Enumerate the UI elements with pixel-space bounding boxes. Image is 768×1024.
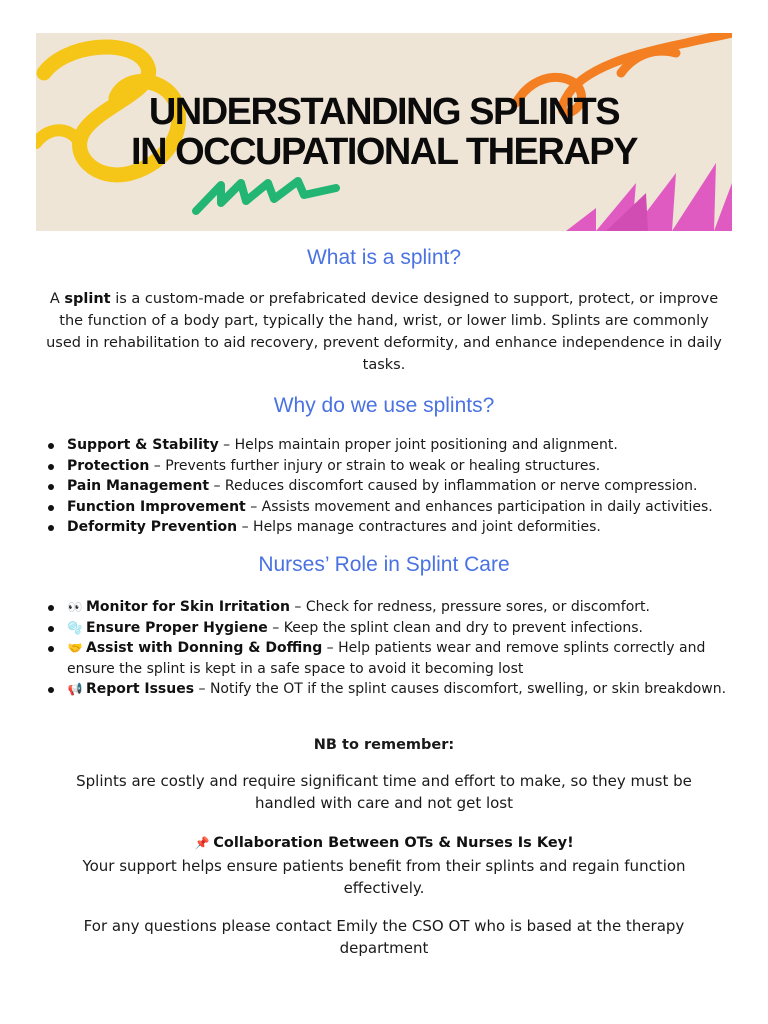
list-item [44, 497, 744, 518]
list-item [44, 476, 744, 497]
list-item [44, 618, 734, 639]
list-item [44, 638, 734, 679]
list-item [44, 456, 744, 477]
definition-bold-word: splint [64, 291, 111, 307]
handshake-icon: 🤝 [67, 641, 83, 655]
collaboration-text: Your support helps ensure patients benefit from their splints and regain function effectively. [82, 857, 686, 897]
splint-definition-paragraph [40, 288, 728, 376]
item-label: Monitor for Skin Irritation [86, 599, 290, 615]
soap-bubbles-icon: 🫧 [67, 620, 83, 635]
nb-text: Splints are costly and require significant time and effort to make, so they must be handled with care and not get lost [76, 772, 692, 812]
item-text: – Notify the OT if the splint causes discomfort, swelling, or skin breakdown. [194, 681, 727, 697]
list-item [44, 597, 734, 618]
list-item [44, 679, 734, 700]
reasons-list [44, 435, 744, 538]
item-text: – Helps manage contractures and joint deformities. [237, 519, 601, 535]
collaboration-heading [0, 832, 768, 854]
item-label: Pain Management [67, 478, 210, 494]
contact-text: For any questions please contact Emily the CSO OT who is based at the therapy department [83, 917, 685, 957]
nurses-role-list [44, 597, 734, 700]
heading-what-is-splint: What is a splint? [306, 246, 462, 269]
nb-heading: NB to remember: [313, 737, 455, 753]
item-text: – Prevents further injury or strain to weak or healing structures. [149, 457, 601, 474]
title-line-1: UNDERSTANDING SPLINTS [148, 91, 620, 133]
heading-nurses-role: Nurses’ Role in Splint Care [258, 553, 510, 576]
item-label: Report Issues [86, 681, 195, 697]
item-text: – Help patients wear and remove splints correctly and ensure the splint is kept in a safe space to avoid it becoming lost [67, 640, 706, 677]
item-label: Deformity Prevention [67, 519, 238, 535]
item-text: – Helps maintain proper joint positioning and alignment. [218, 437, 618, 453]
title-line-2: IN OCCUPATIONAL THERAPY [131, 131, 637, 173]
list-item [44, 517, 744, 538]
pushpin-icon: 📌 [194, 836, 210, 850]
item-label: Protection [67, 457, 150, 474]
item-label: Assist with Donning & Doffing [86, 640, 323, 656]
item-label: Ensure Proper Hygiene [86, 619, 268, 636]
item-text: – Check for redness, pressure sores, or discomfort. [289, 599, 650, 615]
item-text: – Assists movement and enhances participation in daily activities. [245, 498, 713, 515]
definition-text-after: is a custom-made or prefabricated device designed to support, protect, or improve the function of a body part, typically the hand, wrist, or lower limb. Splints are commonly used in rehabilitation to aid recovery, prevent deformity, and enhance independence in daily tasks. [46, 291, 722, 373]
item-label: Support & Stability [67, 437, 219, 453]
eyes-icon: 👀 [67, 600, 83, 614]
definition-text-before: A [49, 291, 65, 307]
heading-why-use-splints: Why do we use splints? [273, 394, 495, 417]
item-text: – Reduces discomfort caused by inflammation or nerve compression. [209, 478, 698, 494]
item-text: – Keep the splint clean and dry to prevent infections. [267, 619, 643, 636]
megaphone-icon: 📢 [67, 682, 83, 696]
pink-strokes [566, 163, 732, 231]
green-zigzag [196, 181, 336, 211]
item-label: Function Improvement [67, 498, 246, 515]
list-item [44, 435, 744, 456]
collaboration-heading-text: Collaboration Between OTs & Nurses Is Key! [213, 835, 574, 851]
page-title [0, 92, 768, 172]
